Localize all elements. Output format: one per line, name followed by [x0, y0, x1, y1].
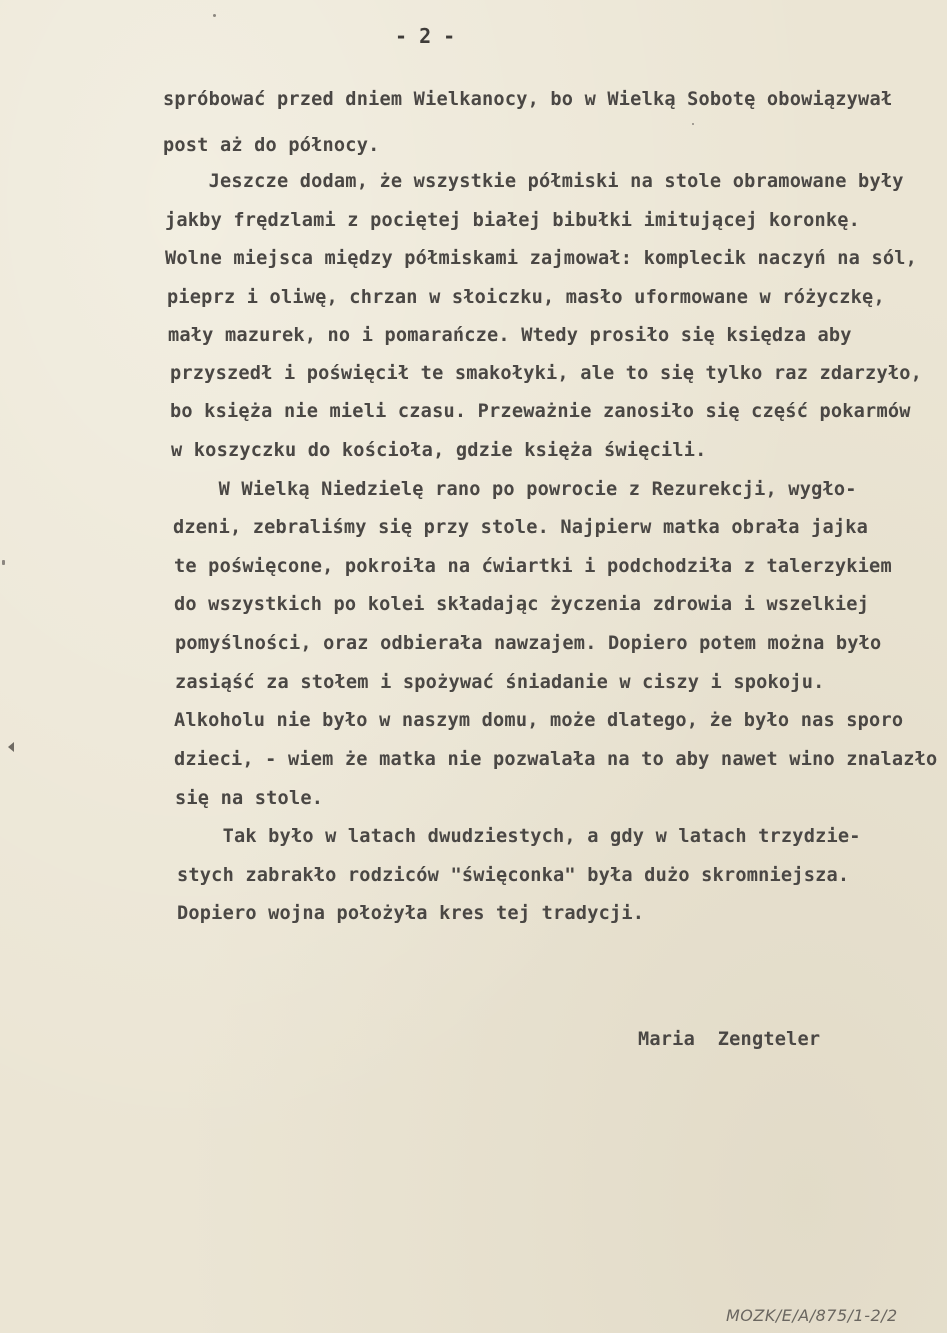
text-line: Wolne miejsca między półmiskami zajmował: komplecik naczyń na sól,	[165, 248, 918, 269]
text-line: pomyślności, oraz odbierała nawzajem. Dopiero potem można było	[175, 633, 882, 654]
text-line: zasiąść za stołem i spożywać śniadanie w ciszy i spokoju.	[175, 672, 825, 693]
page-number: - 2 -	[395, 24, 456, 48]
text-line: pieprz i oliwę, chrzan w słoiczku, masło uformowane w różyczkę,	[167, 287, 885, 308]
paper-speck	[213, 14, 216, 17]
text-line: dzieci, - wiem że matka nie pozwalała na to aby nawet wino znalazło	[174, 749, 938, 770]
text-line: Alkoholu nie było w naszym domu, może dlatego, że było nas sporo	[174, 710, 904, 731]
text-line: te poświęcone, pokroiła na ćwiartki i podchodziła z talerzykiem	[174, 556, 892, 577]
text-line: mały mazurek, no i pomarańcze. Wtedy prosiło się księdza aby	[168, 325, 852, 346]
text-line: przyszedł i poświęcił te smakołyki, ale to się tylko raz zdarzyło,	[170, 363, 923, 384]
text-line: Jeszcze dodam, że wszystkie półmiski na stole obramowane były	[163, 171, 904, 192]
text-line: bo księża nie mieli czasu. Przeważnie zanosiło się część pokarmów	[170, 401, 911, 422]
text-line: stych zabrakło rodziców "święconka" była dużo skromniejsza.	[177, 865, 850, 886]
text-line: post aż do północy.	[163, 135, 380, 156]
text-line: spróbować przed dniem Wielkanocy, bo w Wielką Sobotę obowiązywał	[163, 89, 893, 110]
text-line: jakby frędzlami z pociętej białej bibułki imitującej koronkę.	[165, 210, 861, 231]
paper-mark-arrow	[8, 742, 14, 752]
paper-speck	[2, 560, 5, 565]
text-line: się na stole.	[175, 788, 324, 809]
signature: Maria Zengteler	[638, 1029, 821, 1050]
text-line: Dopiero wojna położyła kres tej tradycji.	[177, 903, 645, 924]
text-line: Tak było w latach dwudziestych, a gdy w latach trzydzie-	[177, 826, 861, 847]
text-line: dzeni, zebraliśmy się przy stole. Najpierw matka obrała jajka	[173, 517, 869, 538]
text-line: do wszystkich po kolei składając życzenia zdrowia i wszelkiej	[174, 594, 870, 615]
text-line: w koszyczku do kościoła, gdzie księża święcili.	[171, 440, 707, 461]
archive-reference: MOZK/E/A/875/1-2/2	[726, 1306, 898, 1325]
paper-speck	[692, 123, 694, 125]
text-line: W Wielką Niedzielę rano po powrocie z Rezurekcji, wygło-	[173, 479, 857, 500]
